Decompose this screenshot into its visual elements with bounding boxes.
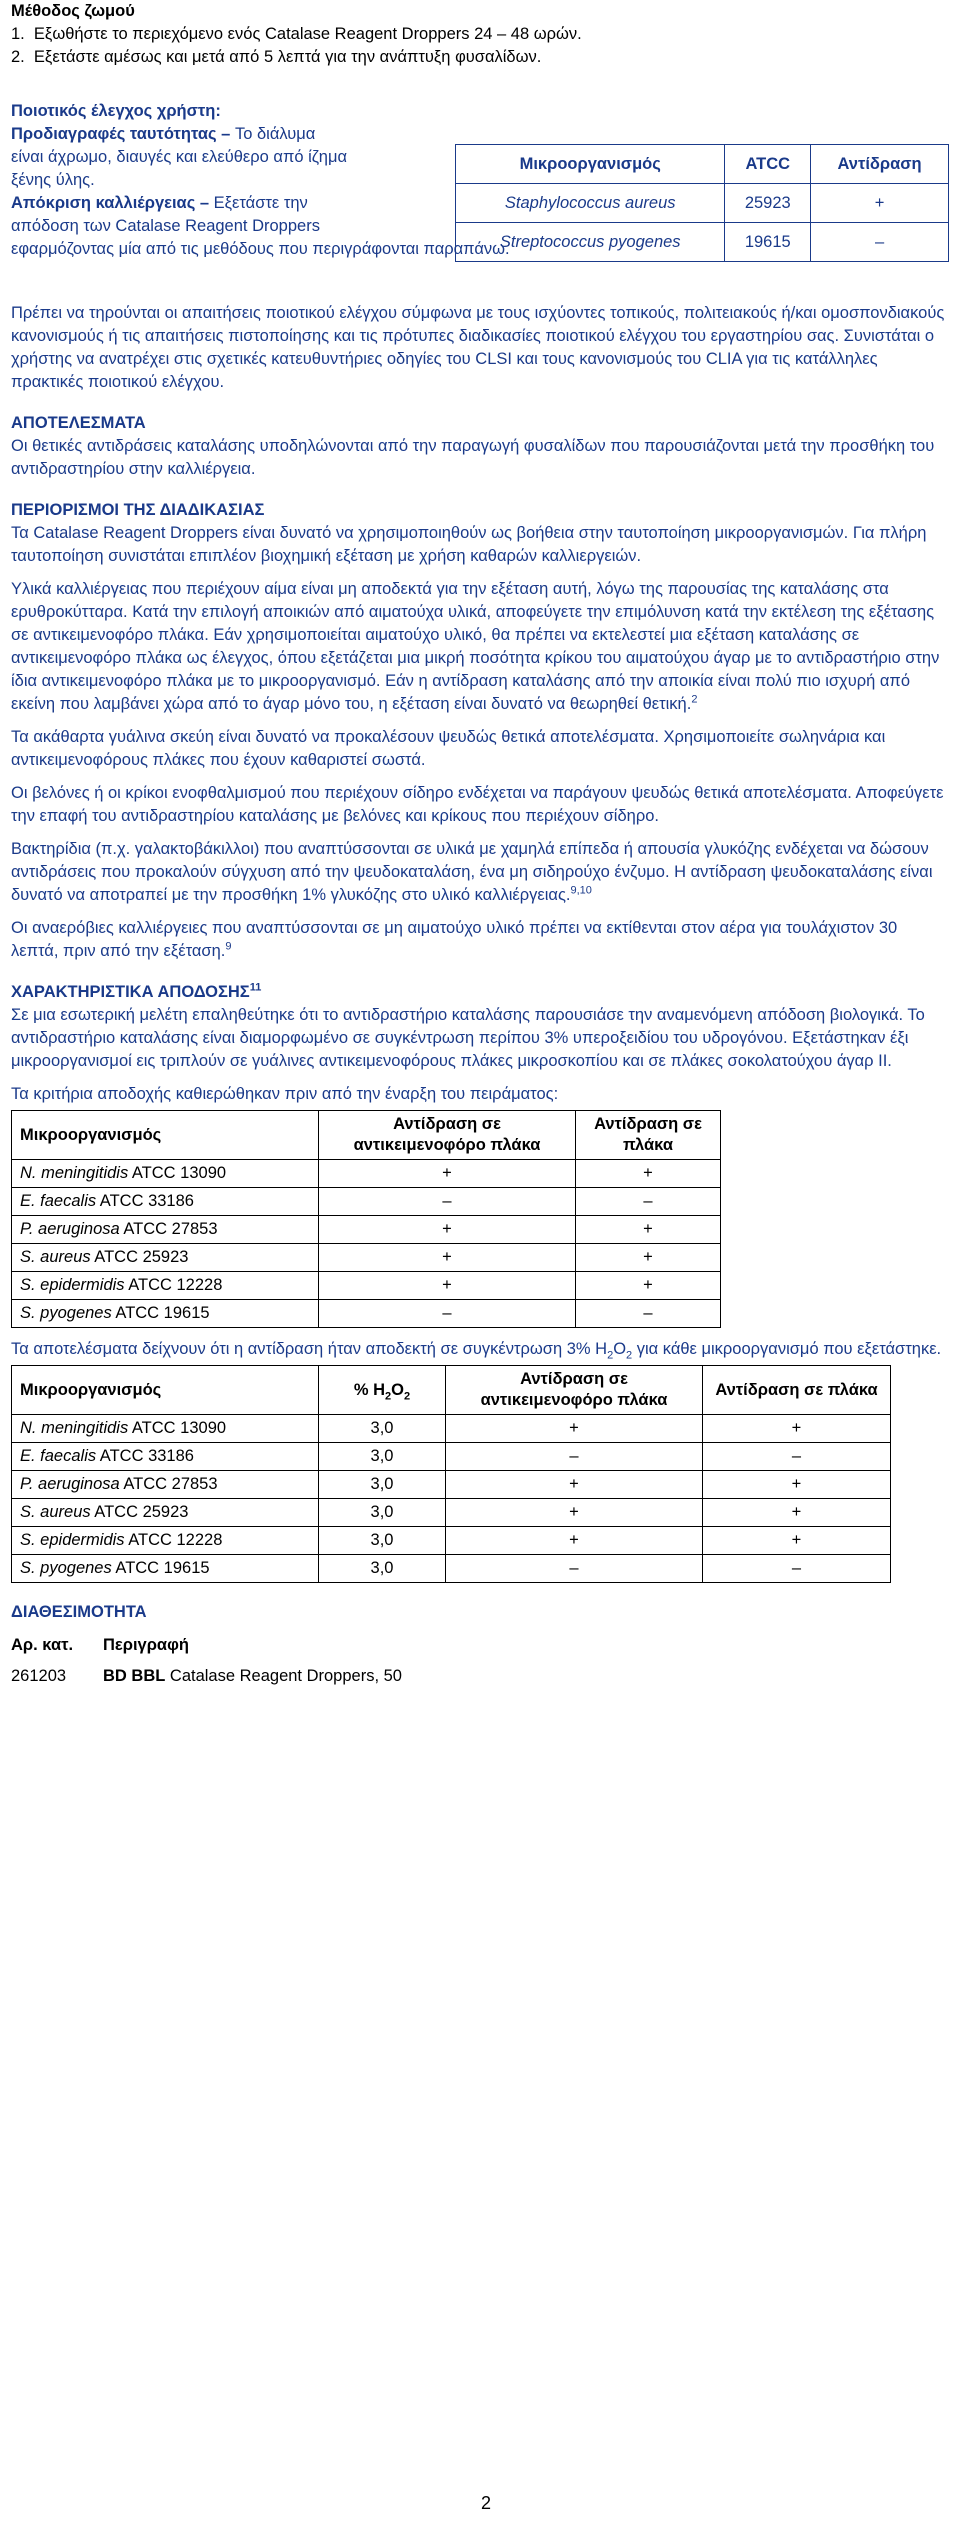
qc-header-organism: Μικροοργανισμός <box>456 145 725 184</box>
results-table <box>11 1365 891 1583</box>
method-step-1: 1. Εξωθήστε το περιεχόμενο ενός Catalase Reagent Droppers 24 – 48 ωρών. <box>11 25 582 43</box>
table-row <box>12 1244 721 1272</box>
t1-header-organism: Μικροοργανισμός <box>12 1111 319 1160</box>
organism-cell: P. aeruginosa ATCC 27853 <box>12 1471 319 1499</box>
conc-cell: 3,0 <box>319 1415 446 1443</box>
plate-cell: – <box>576 1188 721 1216</box>
table-row <box>12 1527 891 1555</box>
method-step-2: 2. Εξετάστε αμέσως και μετά από 5 λεπτά για την ανάπτυξη φυσαλίδων. <box>11 48 542 66</box>
resp-text-3: εφαρμόζοντας μία από τις μεθόδους που περιγράφονται παραπάνω. <box>11 240 510 258</box>
table-row <box>12 1160 721 1188</box>
qc-header-atcc: ATCC <box>725 145 811 184</box>
table-row <box>12 1499 891 1527</box>
t2-header-organism: Μικροοργανισμός <box>12 1366 319 1415</box>
organism-cell: S. aureus ATCC 25923 <box>12 1244 319 1272</box>
plate-cell: + <box>703 1499 891 1527</box>
spec-text-1: Το διάλυμα <box>234 125 316 143</box>
qc-requirements: Πρέπει να τηρούνται οι απαιτήσεις ποιοτικού ελέγχου σύμφωνα με τους ισχύοντες τοπικούς, πολιτειακούς ή/και ομοσπονδιακούς κανονισμούς ή τις απαιτήσεις πιστοποίησης και τις πρότυπες διαδικασίες ποιοτικού ελέγχου του εργαστηρίου σας. Συνιστάται ο χρήστης να ανατρέχει στις σχετικές κατευθυντήριες οδηγίες του CLSI και τους κανονισμούς του CLIA για τις κατάλληλες πρακτικές ποιοτικού ελέγχου. <box>11 304 945 391</box>
table-row <box>12 1415 891 1443</box>
qc-identity-specs <box>11 123 431 238</box>
plate-cell: + <box>576 1272 721 1300</box>
slide-cell: + <box>446 1499 703 1527</box>
main-content <box>11 302 949 1688</box>
slide-cell: + <box>446 1471 703 1499</box>
qc-organism: Staphylococcus aureus <box>456 184 725 223</box>
t1-header-slide: Αντίδραση σε αντικειμενοφόρο πλάκα <box>319 1111 576 1160</box>
plate-cell: – <box>576 1300 721 1328</box>
slide-cell: + <box>319 1160 576 1188</box>
t2-header-plate: Αντίδραση σε πλάκα <box>703 1366 891 1415</box>
organism-cell: E. faecalis ATCC 33186 <box>12 1443 319 1471</box>
availability-title: ΔΙΑΘΕΣΙΜΟΤΗΤΑ <box>11 1603 147 1621</box>
slide-cell: – <box>446 1443 703 1471</box>
qc-reaction: + <box>811 184 949 223</box>
conc-cell: 3,0 <box>319 1471 446 1499</box>
limitations-p1: Τα Catalase Reagent Droppers είναι δυνατό να χρησιμοποιηθούν ως βοήθεια στην ταυτοποίηση μικροοργανισμών. Για πλήρη ταυτοποίηση συνιστάται επιπλέον βιοχημική εξέταση με χρήση καθαρών καλλιεργειών. <box>11 524 927 565</box>
page-number: 2 <box>481 2493 492 2513</box>
qc-reaction: – <box>811 223 949 262</box>
organism-cell: E. faecalis ATCC 33186 <box>12 1188 319 1216</box>
broth-method-section <box>11 0 949 69</box>
table-row <box>12 1300 721 1328</box>
qc-atcc: 25923 <box>725 184 811 223</box>
plate-cell: + <box>576 1244 721 1272</box>
resp-text-2: απόδοση των Catalase Reagent Droppers <box>11 217 320 235</box>
performance-title: ΧΑΡΑΚΤΗΡΙΣΤΙΚΑ ΑΠΟΔΟΣΗΣ$^{11}$ <box>11 981 262 1001</box>
qc-organism: Streptococcus pyogenes <box>456 223 725 262</box>
spec-label: Προδιαγραφές ταυτότητας – <box>11 125 235 143</box>
slide-cell: + <box>319 1216 576 1244</box>
user-quality-control-section <box>11 100 949 261</box>
slide-cell: – <box>446 1555 703 1583</box>
limitations-p3: Τα ακάθαρτα γυάλινα σκεύη είναι δυνατό να προκαλέσουν ψευδώς θετικά αποτελέσματα. Χρησιμοποιείτε σωληνάρια και αντικειμενοφόρους πλάκες που έχουν καθαριστεί σωστά. <box>11 728 886 769</box>
performance-p2: Τα κριτήρια αποδοχής καθιερώθηκαν πριν από την έναρξη του πειράματος: <box>11 1085 559 1103</box>
spec-text-3: ξένης ύλης. <box>11 171 95 189</box>
performance-p3: Τα αποτελέσματα δείχνουν ότι η αντίδραση ήταν αποδεκτή σε συγκέντρωση 3% $H_2O_2$ για κάθε μικροοργανισμό που εξετάστηκε. <box>11 1340 942 1362</box>
resp-text-1: Εξετάστε την <box>213 194 308 212</box>
organism-cell: P. aeruginosa ATCC 27853 <box>12 1216 319 1244</box>
qc-organism-table <box>455 144 949 262</box>
conc-cell: 3,0 <box>319 1443 446 1471</box>
limitations-p6: Οι αναερόβιες καλλιέργειες που αναπτύσσονται σε μη αιματούχο υλικό πρέπει να εκτίθενται στον αέρα για τουλάχιστον 30 λεπτά, πριν από την εξέταση.$^9$ <box>11 919 898 960</box>
plate-cell: + <box>703 1415 891 1443</box>
table-row <box>12 1272 721 1300</box>
qc-header-reaction: Αντίδραση <box>811 145 949 184</box>
plate-cell: – <box>703 1555 891 1583</box>
col-description: Περιγραφή <box>103 1636 189 1654</box>
plate-cell: + <box>703 1527 891 1555</box>
slide-cell: + <box>319 1244 576 1272</box>
plate-cell: – <box>703 1443 891 1471</box>
plate-cell: + <box>576 1216 721 1244</box>
qc-atcc: 19615 <box>725 223 811 262</box>
organism-cell: N. meningitidis ATCC 13090 <box>12 1160 319 1188</box>
slide-cell: + <box>446 1415 703 1443</box>
availability-section <box>11 1601 949 1688</box>
slide-cell: + <box>319 1272 576 1300</box>
slide-cell: – <box>319 1188 576 1216</box>
table-row <box>12 1188 721 1216</box>
conc-cell: 3,0 <box>319 1499 446 1527</box>
table-row <box>12 1555 891 1583</box>
table-row <box>456 223 949 262</box>
slide-cell: – <box>319 1300 576 1328</box>
resp-label: Απόκριση καλλιέργειας – <box>11 194 214 212</box>
spec-text-2: είναι άχρωμο, διαυγές και ελεύθερο από ίζημα <box>11 148 347 166</box>
t1-header-plate: Αντίδραση σε πλάκα <box>576 1111 721 1160</box>
limitations-p5: Βακτηρίδια (π.χ. γαλακτοβάκιλλοι) που αναπτύσσονται σε υλικά με χαμηλά επίπεδα ή απουσία γλυκόζης ενδέχεται να δώσουν αντιδράσεις που προκαλούν σύγχυση από την ψευδοκαταλάση, ένα μη σιδηρούχο ένζυμο. Η αντίδραση ψευδοκαταλάσης είναι δυνατό να αποτραπεί με την προσθήκη 1% γλυκόζης στο υλικό καλλιέργειας.$^{9,10}$ <box>11 840 933 904</box>
results-title: ΑΠΟΤΕΛΕΣΜΑΤΑ <box>11 414 146 432</box>
product-description: BD BBL Catalase Reagent Droppers, 50 <box>103 1667 402 1685</box>
limitations-p4: Οι βελόνες ή οι κρίκοι ενοφθαλμισμού που περιέχουν σίδηρο ενδέχεται να παράγουν ψευδώς θετικά αποτελέσματα. Αποφεύγετε την επαφή του αντιδραστηρίου καταλάσης με βελόνες και κρίκους που περιέχουν σίδηρο. <box>11 784 944 825</box>
table-row <box>12 1443 891 1471</box>
qc-title: Ποιοτικός έλεγχος χρήστη: <box>11 102 221 120</box>
slide-cell: + <box>446 1527 703 1555</box>
results-text: Οι θετικές αντιδράσεις καταλάσης υποδηλώνονται από την παραγωγή φυσαλίδων που παρουσιάζονται μετά την προσθήκη του αντιδραστηρίου στην καλλιέργεια. <box>11 437 935 478</box>
plate-cell: + <box>576 1160 721 1188</box>
limitations-title: ΠΕΡΙΟΡΙΣΜΟΙ ΤΗΣ ΔΙΑΔΙΚΑΣΙΑΣ <box>11 501 265 519</box>
t2-header-conc: % $H_2O_2$ <box>319 1366 446 1415</box>
limitations-p2: Υλικά καλλιέργειας που περιέχουν αίμα είναι μη αποδεκτά για την εξέταση αυτή, λόγω της παρουσίας της καταλάσης στα ερυθροκύτταρα. Κατά την επιλογή αποικιών από αιματούχα υλικά, αποφεύγετε την επιμόλυνση κατά την εκτέλεση της εξέτασης σε αντικειμενοφόρο πλάκα. Εάν χρησιμοποιείται αιματούχο υλικό, θα πρέπει να εκτελεστεί μια εξέταση καταλάσης σε αντικειμενοφόρο πλάκα ως έλεγχος, όπου εξετάζεται μια μικρή ποσότητα κρίκου του αιματούχου άγαρ με το αντιδραστήριο στην ίδια αντικειμενοφόρο πλάκα με το μικροοργανισμό. Εάν η αντίδραση καταλάσης από την αποικία είναι πολύ πιο ισχυρή από εκείνη που λαμβάνει χώρα από το άγαρ μόνο του, η εξέταση είναι δυνατό να θεωρηθεί θετική.$^2$ <box>11 580 940 713</box>
organism-cell: S. epidermidis ATCC 12228 <box>12 1527 319 1555</box>
table-row <box>456 184 949 223</box>
performance-p1: Σε μια εσωτερική μελέτη επαληθεύτηκε ότι το αντιδραστήριο καταλάσης παρουσιάσε την αναμενόμενη απόδοση βιολογικά. Το αντιδραστήριο καταλάσης είναι διαμορφωμένο σε συγκέντρωση περίπου 3% υπεροξειδίου του υδρογόνου. Εξετάστηκαν έξι μικροοργανισμοί εις τριπλούν σε γυάλινες αντικειμενοφόρους πλάκες μικροσκοπίου και σε πλάκες σοκολατούχου άγαρ II. <box>11 1006 925 1070</box>
col-catalog-number: Αρ. κατ. <box>11 1636 74 1654</box>
acceptance-criteria-table <box>11 1110 721 1328</box>
plate-cell: + <box>703 1471 891 1499</box>
table-row <box>12 1471 891 1499</box>
organism-cell: N. meningitidis ATCC 13090 <box>12 1415 319 1443</box>
organism-cell: S. pyogenes ATCC 19615 <box>12 1300 319 1328</box>
organism-cell: S. epidermidis ATCC 12228 <box>12 1272 319 1300</box>
conc-cell: 3,0 <box>319 1555 446 1583</box>
table-row <box>12 1216 721 1244</box>
method-title: Μέθοδος ζωμού <box>11 2 135 20</box>
organism-cell: S. pyogenes ATCC 19615 <box>12 1555 319 1583</box>
catalog-number: 261203 <box>11 1667 67 1685</box>
conc-cell: 3,0 <box>319 1527 446 1555</box>
organism-cell: S. aureus ATCC 25923 <box>12 1499 319 1527</box>
t2-header-slide: Αντίδραση σε αντικειμενοφόρο πλάκα <box>446 1366 703 1415</box>
